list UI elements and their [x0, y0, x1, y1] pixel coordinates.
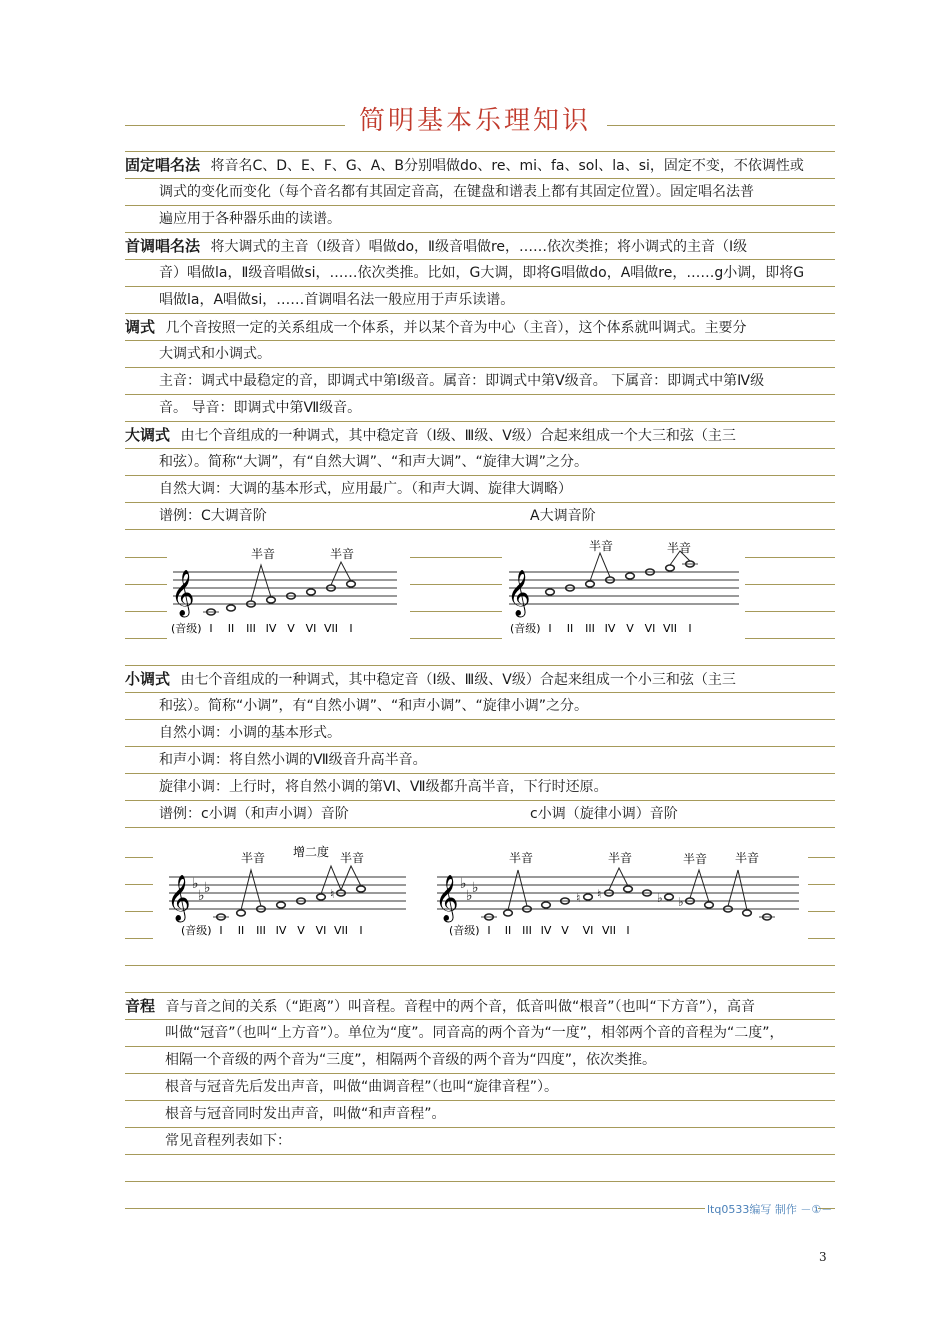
a-major-staff: [505, 535, 745, 640]
degree: III: [256, 924, 266, 937]
major-term: 大调式: [125, 426, 171, 444]
interval-line-2: 叫做“冠音”（也叫“上方音”）。单位为“度”。同音高的两个音为“一度”，相邻两个音的音程为“二度”，: [165, 1025, 784, 1041]
semitone-mark: [690, 870, 709, 902]
note: [307, 589, 316, 595]
degree: III: [522, 924, 532, 937]
degree: I: [349, 622, 353, 635]
interval-line-5: 根音与冠音同时发出声音，叫做“和声音程”。: [165, 1106, 446, 1122]
flat-icon: ♭: [204, 880, 211, 896]
natural-icon: ♮: [597, 887, 602, 901]
degree: I: [626, 924, 630, 937]
major-example-label: 谱例：C大调音阶: [159, 508, 267, 524]
degree: IV: [540, 924, 552, 937]
degree: V: [561, 924, 569, 937]
note: [705, 902, 714, 908]
treble-clef-icon: 𝄞: [507, 570, 531, 616]
c-melodic-minor-staff: [433, 840, 803, 945]
semitone-label: 半音: [330, 547, 355, 561]
title-rule-right: [607, 125, 835, 126]
semitone-label: 半音: [608, 851, 633, 865]
note: [626, 573, 635, 579]
major-example-label-2: A大调音阶: [530, 508, 596, 524]
degree: VII: [601, 924, 617, 937]
movable-do-line-3: 唱做la，A唱做si，……首调唱名法一般应用于声乐读谱。: [159, 292, 515, 308]
note: [267, 597, 276, 603]
major-line-2: 和弦）。简称“大调”，有“自然大调”、“和声大调”、“旋律大调”之分。: [159, 454, 589, 470]
interval-line-3: 相隔一个音级的两个音为“三度”，相隔两个音级的两个音为“四度”，依次类推。: [165, 1052, 657, 1068]
major-line-3: 自然大调：大调的基本形式，应用最广。（和声大调、旋律大调略）: [159, 481, 572, 497]
note: [666, 565, 675, 571]
note: [317, 894, 326, 900]
flat-icon: ♭: [460, 876, 467, 892]
degree: II: [504, 924, 512, 937]
degree: V: [297, 924, 305, 937]
footer-credit: ltq0533编写 制作 －①－: [707, 1203, 833, 1216]
degree: III: [585, 622, 595, 635]
degree-label: (音级): [181, 924, 212, 937]
degree: VI: [644, 622, 656, 635]
degree: VI: [582, 924, 594, 937]
interval-line-6: 常见音程列表如下：: [165, 1133, 291, 1149]
page-title: 简明基本乐理知识: [358, 106, 591, 136]
flat-icon: ♭: [657, 891, 663, 905]
note: [227, 605, 236, 611]
fixed-do-line-2: 调式的变化而变化（每个音名都有其固定音高，在键盘和谱表上都有其固定位置）。固定唱名法普: [159, 184, 754, 200]
semitone-label: 半音: [667, 541, 692, 555]
c-harmonic-minor-staff: [165, 840, 410, 945]
degree: I: [219, 924, 223, 937]
semitone-label: 半音: [241, 851, 266, 865]
minor-line-5: 旋律小调：上行时，将自然小调的第Ⅵ、Ⅶ级都升高半音，下行时还原。: [159, 779, 608, 795]
treble-clef-icon: 𝄞: [435, 875, 459, 921]
note: [357, 886, 366, 892]
movable-do-term: 首调唱名法: [125, 237, 201, 255]
degree-label: (音级): [510, 622, 541, 635]
degree: VI: [305, 622, 317, 635]
semitone-mark: [590, 553, 610, 581]
page-number: 3: [819, 1250, 827, 1264]
degree: IV: [265, 622, 277, 635]
mode-line-1: 调式 几个音按照一定的关系组成一个体系，并以某个音为中心（主音），这个体系就叫调式。主要分: [125, 318, 747, 336]
degree: IV: [604, 622, 616, 635]
degree: I: [209, 622, 213, 635]
flat-icon: ♭: [198, 888, 205, 904]
degree: II: [227, 622, 235, 635]
degree: V: [287, 622, 295, 635]
degree: IV: [275, 924, 287, 937]
aug2-label: 增二度: [293, 845, 330, 859]
mode-term: 调式: [125, 318, 156, 336]
note: [584, 894, 593, 900]
mode-line-3: 主音：调式中最稳定的音，即调式中第Ⅰ级音。属音：即调式中第Ⅴ级音。 下属音：即调式中第Ⅳ级: [159, 373, 765, 389]
fixed-do-line-1: 固定唱名法 将音名C、D、E、F、G、A、B分别唱做do、re、mi、fa、sol、la、si，固定不变，不依调性或: [125, 156, 804, 174]
minor-term: 小调式: [125, 670, 171, 688]
minor-example-label: 谱例：c小调（和声小调）音阶: [159, 806, 349, 822]
fixed-do-term: 固定唱名法: [125, 156, 201, 174]
note: [743, 910, 752, 916]
interval-line-4: 根音与冠音先后发出声音，叫做“曲调音程”（也叫“旋律音程”）。: [165, 1079, 559, 1095]
note: [586, 581, 595, 587]
degree: II: [566, 622, 574, 635]
degree-label: (音级): [449, 924, 480, 937]
degree: VII: [662, 622, 678, 635]
fixed-do-line-3: 遍应用于各种器乐曲的读谱。: [159, 211, 341, 227]
movable-do-line-2: 音）唱做la，Ⅱ级音唱做si，……依次类推。比如，G大调，即将G唱做do，A唱做re，……g小调，即将G: [159, 265, 805, 281]
semitone-label: 半音: [683, 852, 708, 866]
semitone-mark: [508, 870, 527, 910]
title-rule-left: [125, 125, 345, 126]
degree: VII: [323, 622, 339, 635]
degree-label: (音级): [171, 622, 202, 635]
degree: I: [688, 622, 692, 635]
degree: VII: [333, 924, 349, 937]
degree: I: [487, 924, 491, 937]
minor-line-2: 和弦）。简称“小调”，有“自然小调”、“和声小调”、“旋律小调”之分。: [159, 698, 589, 714]
minor-example-label-2: c小调（旋律小调）音阶: [530, 806, 678, 822]
note: [665, 894, 674, 900]
semitone-label: 半音: [251, 547, 276, 561]
flat-icon: ♭: [466, 888, 473, 904]
note: [546, 589, 555, 595]
minor-line-4: 和声小调：将自然小调的Ⅶ级音升高半音。: [159, 752, 427, 768]
note: [624, 886, 633, 892]
semitone-label: 半音: [735, 851, 760, 865]
minor-line-3: 自然小调：小调的基本形式。: [159, 725, 341, 741]
note: [504, 910, 513, 916]
semitone-label: 半音: [589, 539, 614, 553]
flat-icon: ♭: [678, 895, 684, 909]
degree: VI: [315, 924, 327, 937]
mode-line-4: 音。 导音：即调式中第Ⅶ级音。: [159, 400, 362, 416]
degree: I: [548, 622, 552, 635]
movable-do-line-1: 首调唱名法 将大调式的主音（Ⅰ级音）唱做do，Ⅱ级音唱做re，……依次类推；将小调式的主音（Ⅰ级: [125, 237, 748, 255]
interval-term: 音程: [125, 997, 156, 1015]
note: [542, 902, 551, 908]
minor-line-1: 小调式 由七个音组成的一种调式，其中稳定音（Ⅰ级、Ⅲ级、Ⅴ级）合起来组成一个小三和弦（主三: [125, 670, 736, 688]
semitone-label: 半音: [340, 851, 365, 865]
c-major-staff: [165, 540, 405, 640]
degree: II: [237, 924, 245, 937]
interval-line-1: 音程 音与音之间的关系（“距离”）叫音程。音程中的两个音，低音叫做“根音”（也叫“下方音”），高音: [125, 997, 755, 1015]
flat-icon: ♭: [472, 880, 479, 896]
natural-icon: ♮: [330, 887, 335, 901]
flat-icon: ♭: [192, 876, 199, 892]
treble-clef-icon: 𝄞: [171, 570, 195, 616]
semitone-label: 半音: [509, 851, 534, 865]
note: [277, 902, 286, 908]
major-line-1: 大调式 由七个音组成的一种调式，其中稳定音（Ⅰ级、Ⅲ级、Ⅴ级）合起来组成一个大三和弦（主三: [125, 426, 736, 444]
degree: I: [359, 924, 363, 937]
mode-line-2: 大调式和小调式。: [159, 346, 271, 362]
degree: III: [246, 622, 256, 635]
semitone-mark: [241, 870, 261, 910]
natural-icon: ♮: [576, 891, 581, 905]
degree: V: [626, 622, 634, 635]
treble-clef-icon: 𝄞: [167, 875, 191, 921]
note: [237, 910, 246, 916]
semitone-mark: [728, 870, 747, 910]
note: [347, 581, 356, 587]
